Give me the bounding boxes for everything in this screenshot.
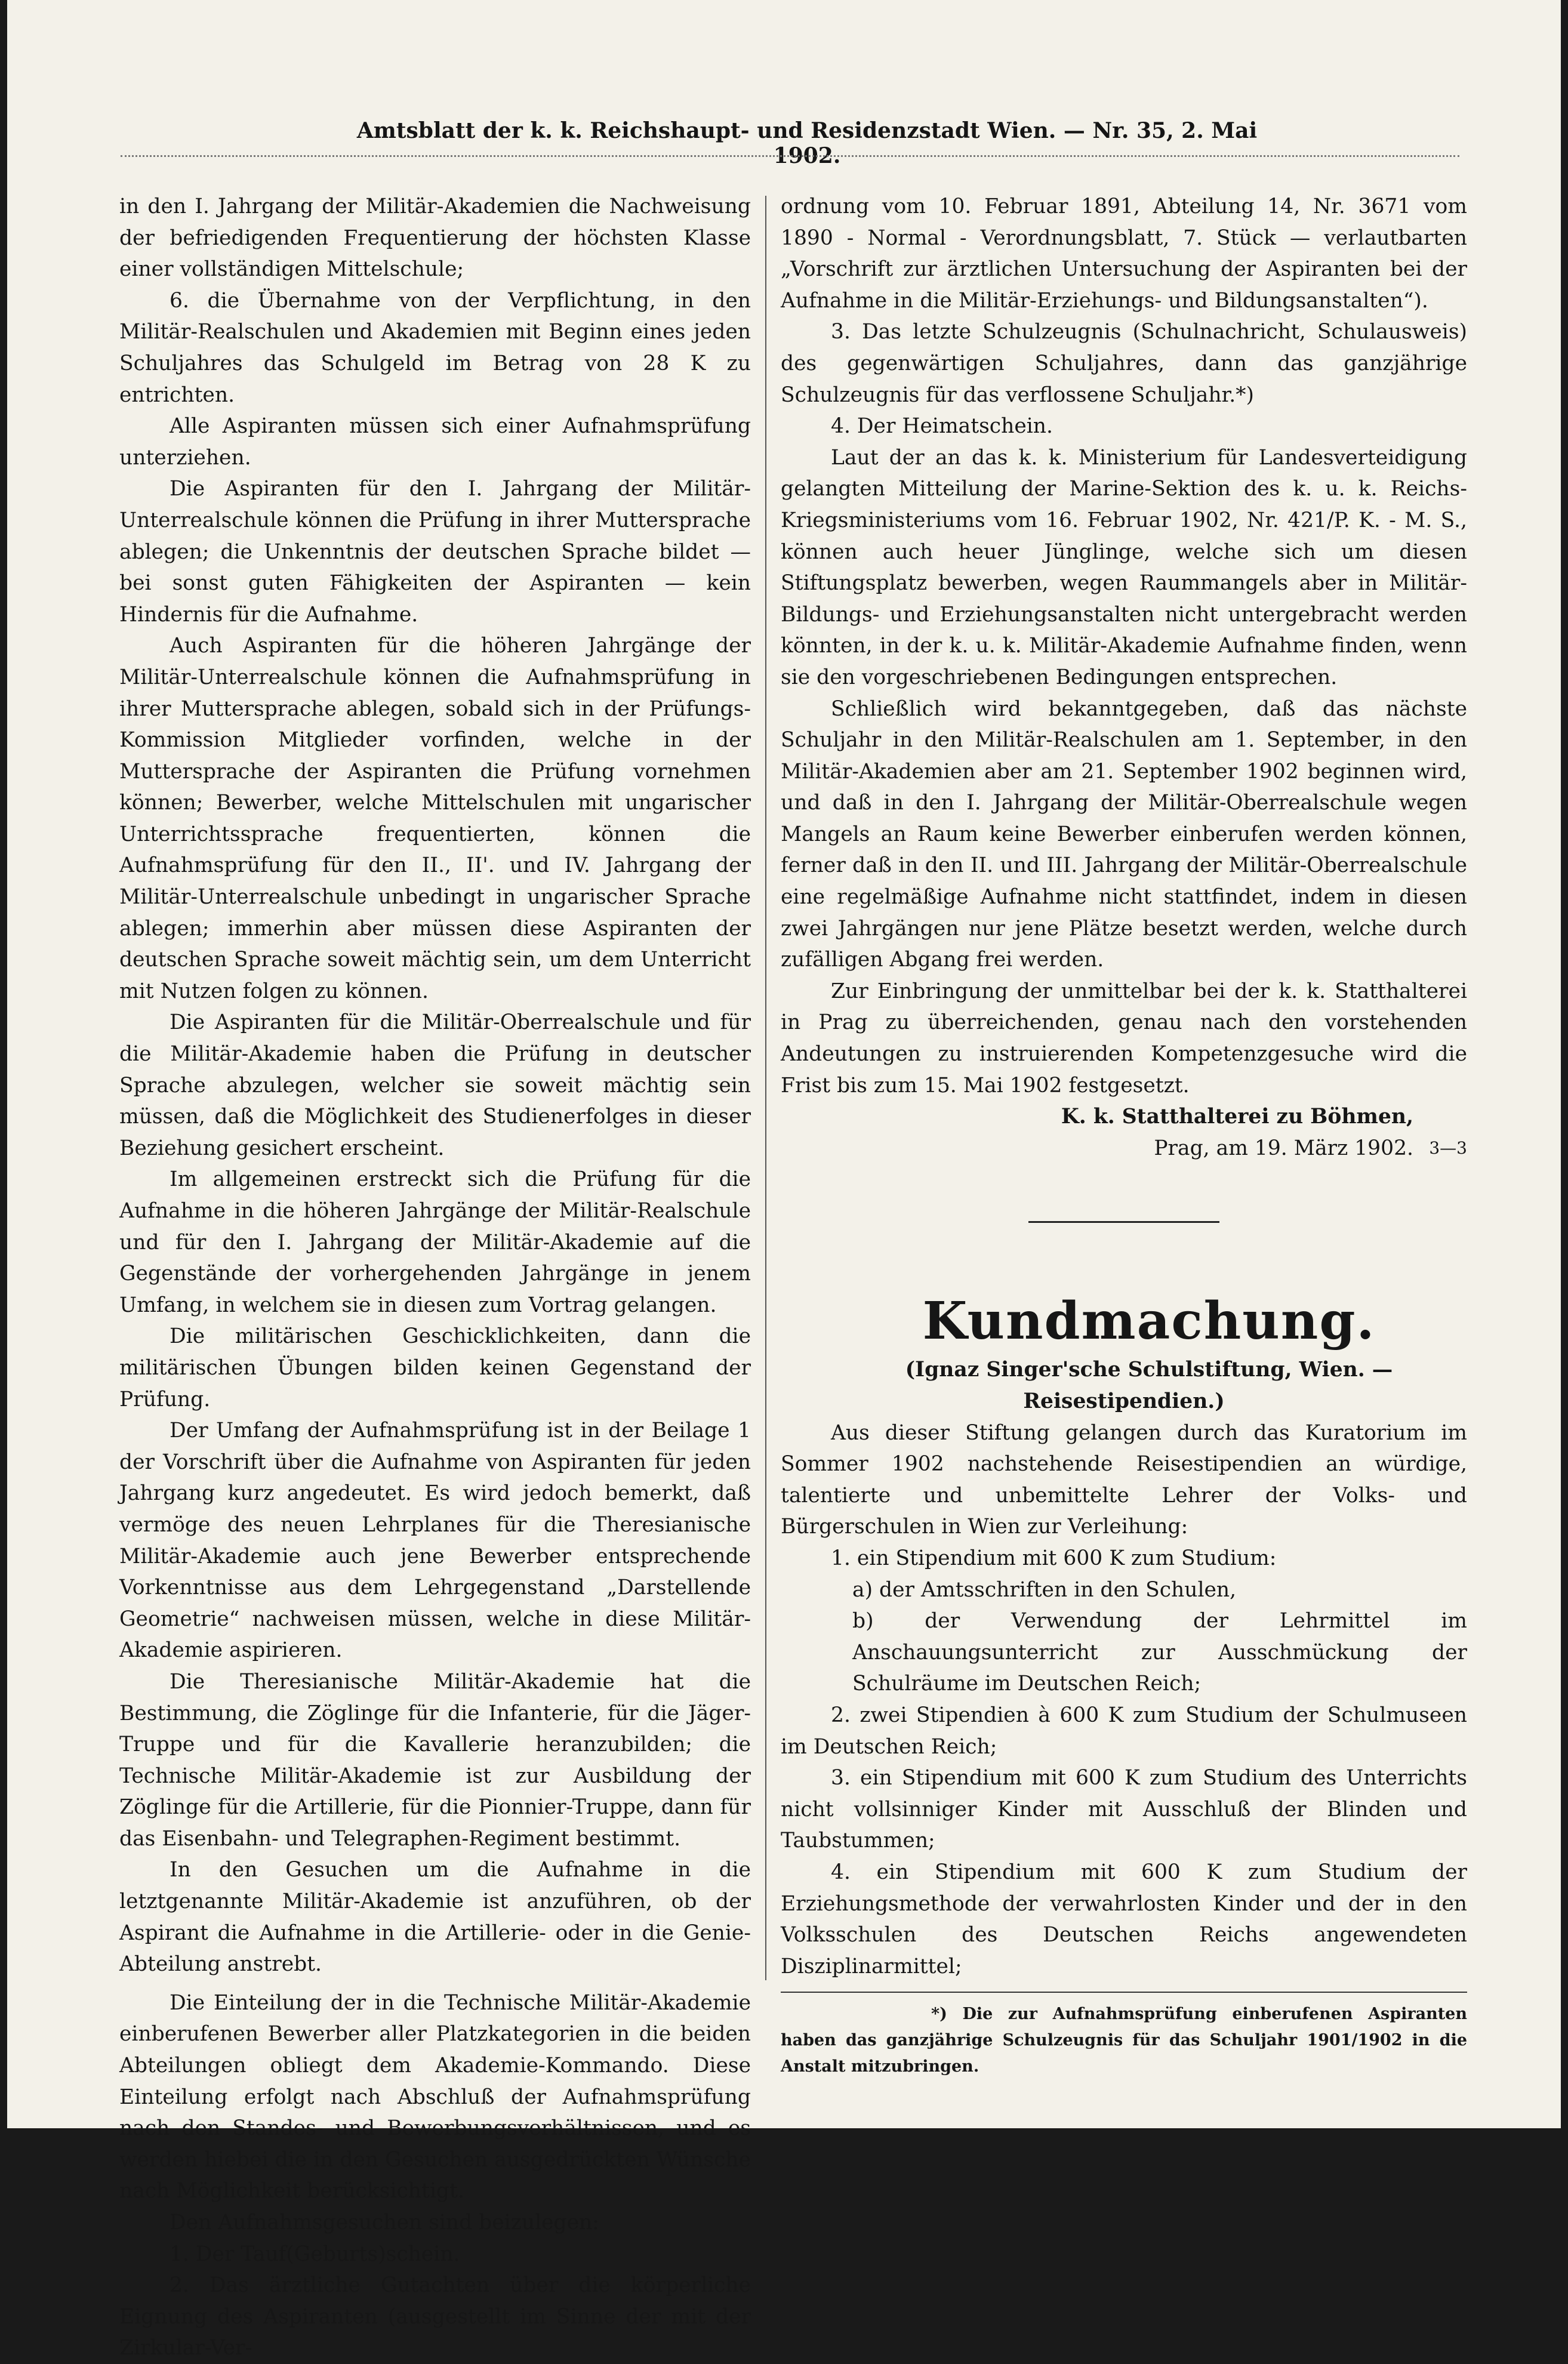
right-column [781, 191, 1467, 2080]
paragraph: Der Umfang der Aufnahmsprüfung ist in der Beilage 1 der Vorschrift über die Aufnahme von Aspiranten für jeden Jahrgang kurz angedeutet. Es wird jedoch bemerkt, daß vermöge des neuen Lehrplanes für die Theresianische Militär-Akademie auch jene Bewerber entsprechende Vorkenntnisse aus dem Lehrgegenstand „Darstellende Geometrie“ nachweisen müssen, welche in diese Militär-Akademie aspirieren. [119, 1419, 751, 1663]
list-item: 3. ein Stipendium mit 600 K zum Studium des Unterrichts nicht vollsinniger Kinder mit Ausschluß der Blinden und Taubstummen; [781, 1766, 1467, 1853]
sub-list-item: b) der Verwendung der Lehrmittel im Anschauungsunterricht zur Ausschmückung der Schulräume im Deutschen Reich; [852, 1609, 1467, 1696]
footnote-mark: *) [931, 2005, 947, 2024]
paragraph: Die Aspiranten für die Militär-Oberrealschule und für die Militär-Akademie haben die Prüfung in deutscher Sprache abzulegen, welcher sie soweit mächtig sein müssen, daß die Möglichkeit des Studienerfolges in dieser Beziehung gesichert erscheint. [119, 1010, 751, 1160]
paragraph: Im allgemeinen erstreckt sich die Prüfung für die Aufnahme in die höheren Jahrgänge der Militär-Realschule und für den I. Jahrgang der Militär-Akademie auf die Gegenstände der vorhergehenden Jahrgänge in jenem Umfang, in welchem sie in diesen zum Vortrag gelangen. [119, 1167, 751, 1317]
paragraph: In den Gesuchen um die Aufnahme in die letztgenannte Militär-Akademie ist anzuführen, ob der Aspirant die Aufnahme in die Artillerie- oder in die Genie-Abteilung anstrebt. [119, 1858, 751, 1977]
paragraph: Zur Einbringung der unmittelbar bei der k. k. Statthalterei in Prag zu überreichenden, genau nach den vorstehenden Andeutungen zu instruierenden Kompetenzgesuche wird die Frist bis zum 15. Mai 1902 festgesetzt. [781, 979, 1467, 1098]
section-rule [1028, 1221, 1219, 1223]
sub-list-item: a) der Amtsschriften in den Schulen, [852, 1577, 1237, 1602]
list-item: 2. Das ärztliche Gutachten über die körperliche Eignung des Aspiranten (ausgestellt im Sinne der mit der Zirkular-Ver- [119, 2273, 751, 2360]
paragraph: Schließlich wird bekanntgegeben, daß das nächste Schuljahr in den Militär-Realschulen am 1. September, in den Militär-Akademien aber am 21. September 1902 beginnen wird, und daß in den I. Jahrgang der Militär-Oberrealschule wegen Mangels an Raum keine Bewerber einberufen werden können, ferner daß in den II. und III. Jahrgang der Militär-Oberrealschule eine regelmäßige Aufnahme nicht stattfindet, indem in diesen zwei Jahrgängen nur jene Plätze besetzt werden, welche durch zufälligen Abgang frei werden. [781, 696, 1467, 972]
list-item: 1. ein Stipendium mit 600 K zum Studium: [831, 1546, 1277, 1570]
footnote-text: Die zur Aufnahmsprüfung einberufenen Aspiranten haben das ganzjährige Schulzeugnis für das Schuljahr 1901/1902 in die Anstalt mitzubringen. [781, 2005, 1467, 2076]
footnote [781, 2001, 1467, 2080]
signature-place-date [781, 1133, 1467, 1164]
paragraph: Auch Aspiranten für die höheren Jahrgänge der Militär-Unterrealschule können die Aufnahmsprüfung in ihrer Muttersprache ablegen, sobald sich in der Prüfungs-Kommission Mitglieder vorfinden, welche in der Muttersprache der Aspiranten die Prüfung vornehmen können; Bewerber, welche Mittelschulen mit ungarischer Unterrichtssprache frequentierten, können die Aufnahmsprüfung für den II., II'. und IV. Jahrgang der Militär-Unterrealschule unbedingt in ungarischer Sprache ablegen; immerhin aber müssen diese Aspiranten der deutschen Sprache soweit mächtig sein, um dem Unterricht mit Nutzen folgen zu können. [119, 634, 751, 1003]
signature-place-date-text: Prag, am 19. März 1902. [1154, 1136, 1413, 1160]
paragraph: Aus dieser Stiftung gelangen durch das Kuratorium im Sommer 1902 nachstehende Reisestipendien an würdige, talentierte und unbemittelte Lehrer der Volks- und Bürgerschulen in Wien zur Verleihung: [781, 1420, 1467, 1539]
kundmachung-title: Kundmachung. [922, 1291, 1376, 1352]
signature-authority: K. k. Statthalterei zu Böhmen, [1061, 1105, 1413, 1129]
paragraph: 6. die Übernahme von der Verpflichtung, in den Militär-Realschulen und Akademien mit Beginn eines jeden Schuljahres das Schulgeld im Betrag von 28 K zu entrichten. [119, 288, 751, 407]
left-column [119, 191, 751, 2364]
page-header: Amtsblatt der k. k. Reichshaupt- und Residenzstadt Wien. — Nr. 35, 2. Mai 1902. [356, 118, 1258, 168]
list-item: 3. Das letzte Schulzeugnis (Schulnachricht, Schulausweis) des gegenwärtigen Schuljahres, dann das ganzjährige Schulzeugnis für das verflossene Schuljahr.*) [781, 320, 1467, 407]
header-rule [121, 155, 1459, 157]
paragraph: Den Aufnahmsgesuchen sind beizulegen: [170, 2211, 599, 2234]
paragraph: Die Theresianische Militär-Akademie hat die Bestimmung, die Zöglinge für die Infanterie, für die Jäger-Truppe und für die Kavallerie heranzubilden; die Technische Militär-Akademie ist zur Ausbildung der Zöglinge für die Artillerie, für die Pionnier-Truppe, dann für das Eisenbahn- und Telegraphen-Regiment bestimmt. [119, 1669, 751, 1851]
kundmachung-subtitle: (Ignaz Singer'sche Schulstiftung, Wien. — Reisestipendien.) [905, 1358, 1393, 1413]
paragraph: Die Einteilung der in die Technische Militär-Akademie einberufenen Bewerber aller Platzkategorien in die beiden Abteilungen obliegt dem Akademie-Kommando. Diese Einteilung erfolgt nach Abschluß der Aufnahmsprüfung nach den Standes- und Bewerbungsverhältnissen, und es werden hiebei die in den Gesuchen ausgedrückten Wünsche nach Möglichkeit berücksichtigt. [119, 1990, 751, 2203]
paragraph: Die Aspiranten für den I. Jahrgang der Militär-Unterrealschule können die Prüfung in ihrer Muttersprache ablegen; die Unkenntnis der deutschen Sprache bildet — bei sonst guten Fähigkeiten der Aspiranten — kein Hindernis für die Aufnahme. [119, 477, 751, 627]
list-item: 1. Der Tauf(Geburts)schein. [170, 2242, 460, 2266]
signature-code: 3—3 [1429, 1138, 1467, 1158]
paragraph: ordnung vom 10. Februar 1891, Abteilung 14, Nr. 3671 vom 1890 - Normal - Verordnungsblatt, 7. Stück — verlautbarten „Vorschrift zur ärztlichen Untersuchung der Aspiranten bei der Aufnahme in die Militär-Erziehungs- und Bildungsanstalten“). [781, 195, 1467, 313]
list-item: 2. zwei Stipendien à 600 K zum Studium der Schulmuseen im Deutschen Reich; [781, 1703, 1467, 1759]
newspaper-page [7, 0, 1561, 2360]
paragraph: Alle Aspiranten müssen sich einer Aufnahmsprüfung unterziehen. [119, 414, 751, 470]
column-divider [765, 196, 766, 1980]
paragraph: Laut der an das k. k. Ministerium für Landesverteidigung gelangten Mitteilung der Marine-Sektion des k. u. k. Reichs-Kriegsministeriums vom 16. Februar 1902, Nr. 421/P. K. - M. S., können auch heuer Jünglinge, welche sich um diesen Stiftungsplatz bewerben, wegen Raummangels aber in Militär-Bildungs- und Erziehungsanstalten nicht untergebracht werden könnten, in der k. u. k. Militär-Akademie Aufnahme finden, wenn sie den vorgeschriebenen Bedingungen entsprechen. [781, 445, 1467, 689]
list-item: 4. Der Heimatschein. [831, 414, 1053, 439]
list-item: 4. ein Stipendium mit 600 K zum Studium der Erziehungsmethode der verwahrlosten Kinder und der in den Volksschulen des Deutschen Reichs angewendeten Disziplinarmittel; [781, 1860, 1467, 1978]
paragraph: Die militärischen Geschicklichkeiten, dann die militärischen Übungen bilden keinen Gegenstand der Prüfung. [119, 1324, 751, 1411]
footnote-rule [781, 1992, 1467, 1993]
paragraph: in den I. Jahrgang der Militär-Akademien die Nachweisung der befriedigenden Frequentierung der höchsten Klasse einer vollständigen Mittelschule; [119, 195, 751, 282]
